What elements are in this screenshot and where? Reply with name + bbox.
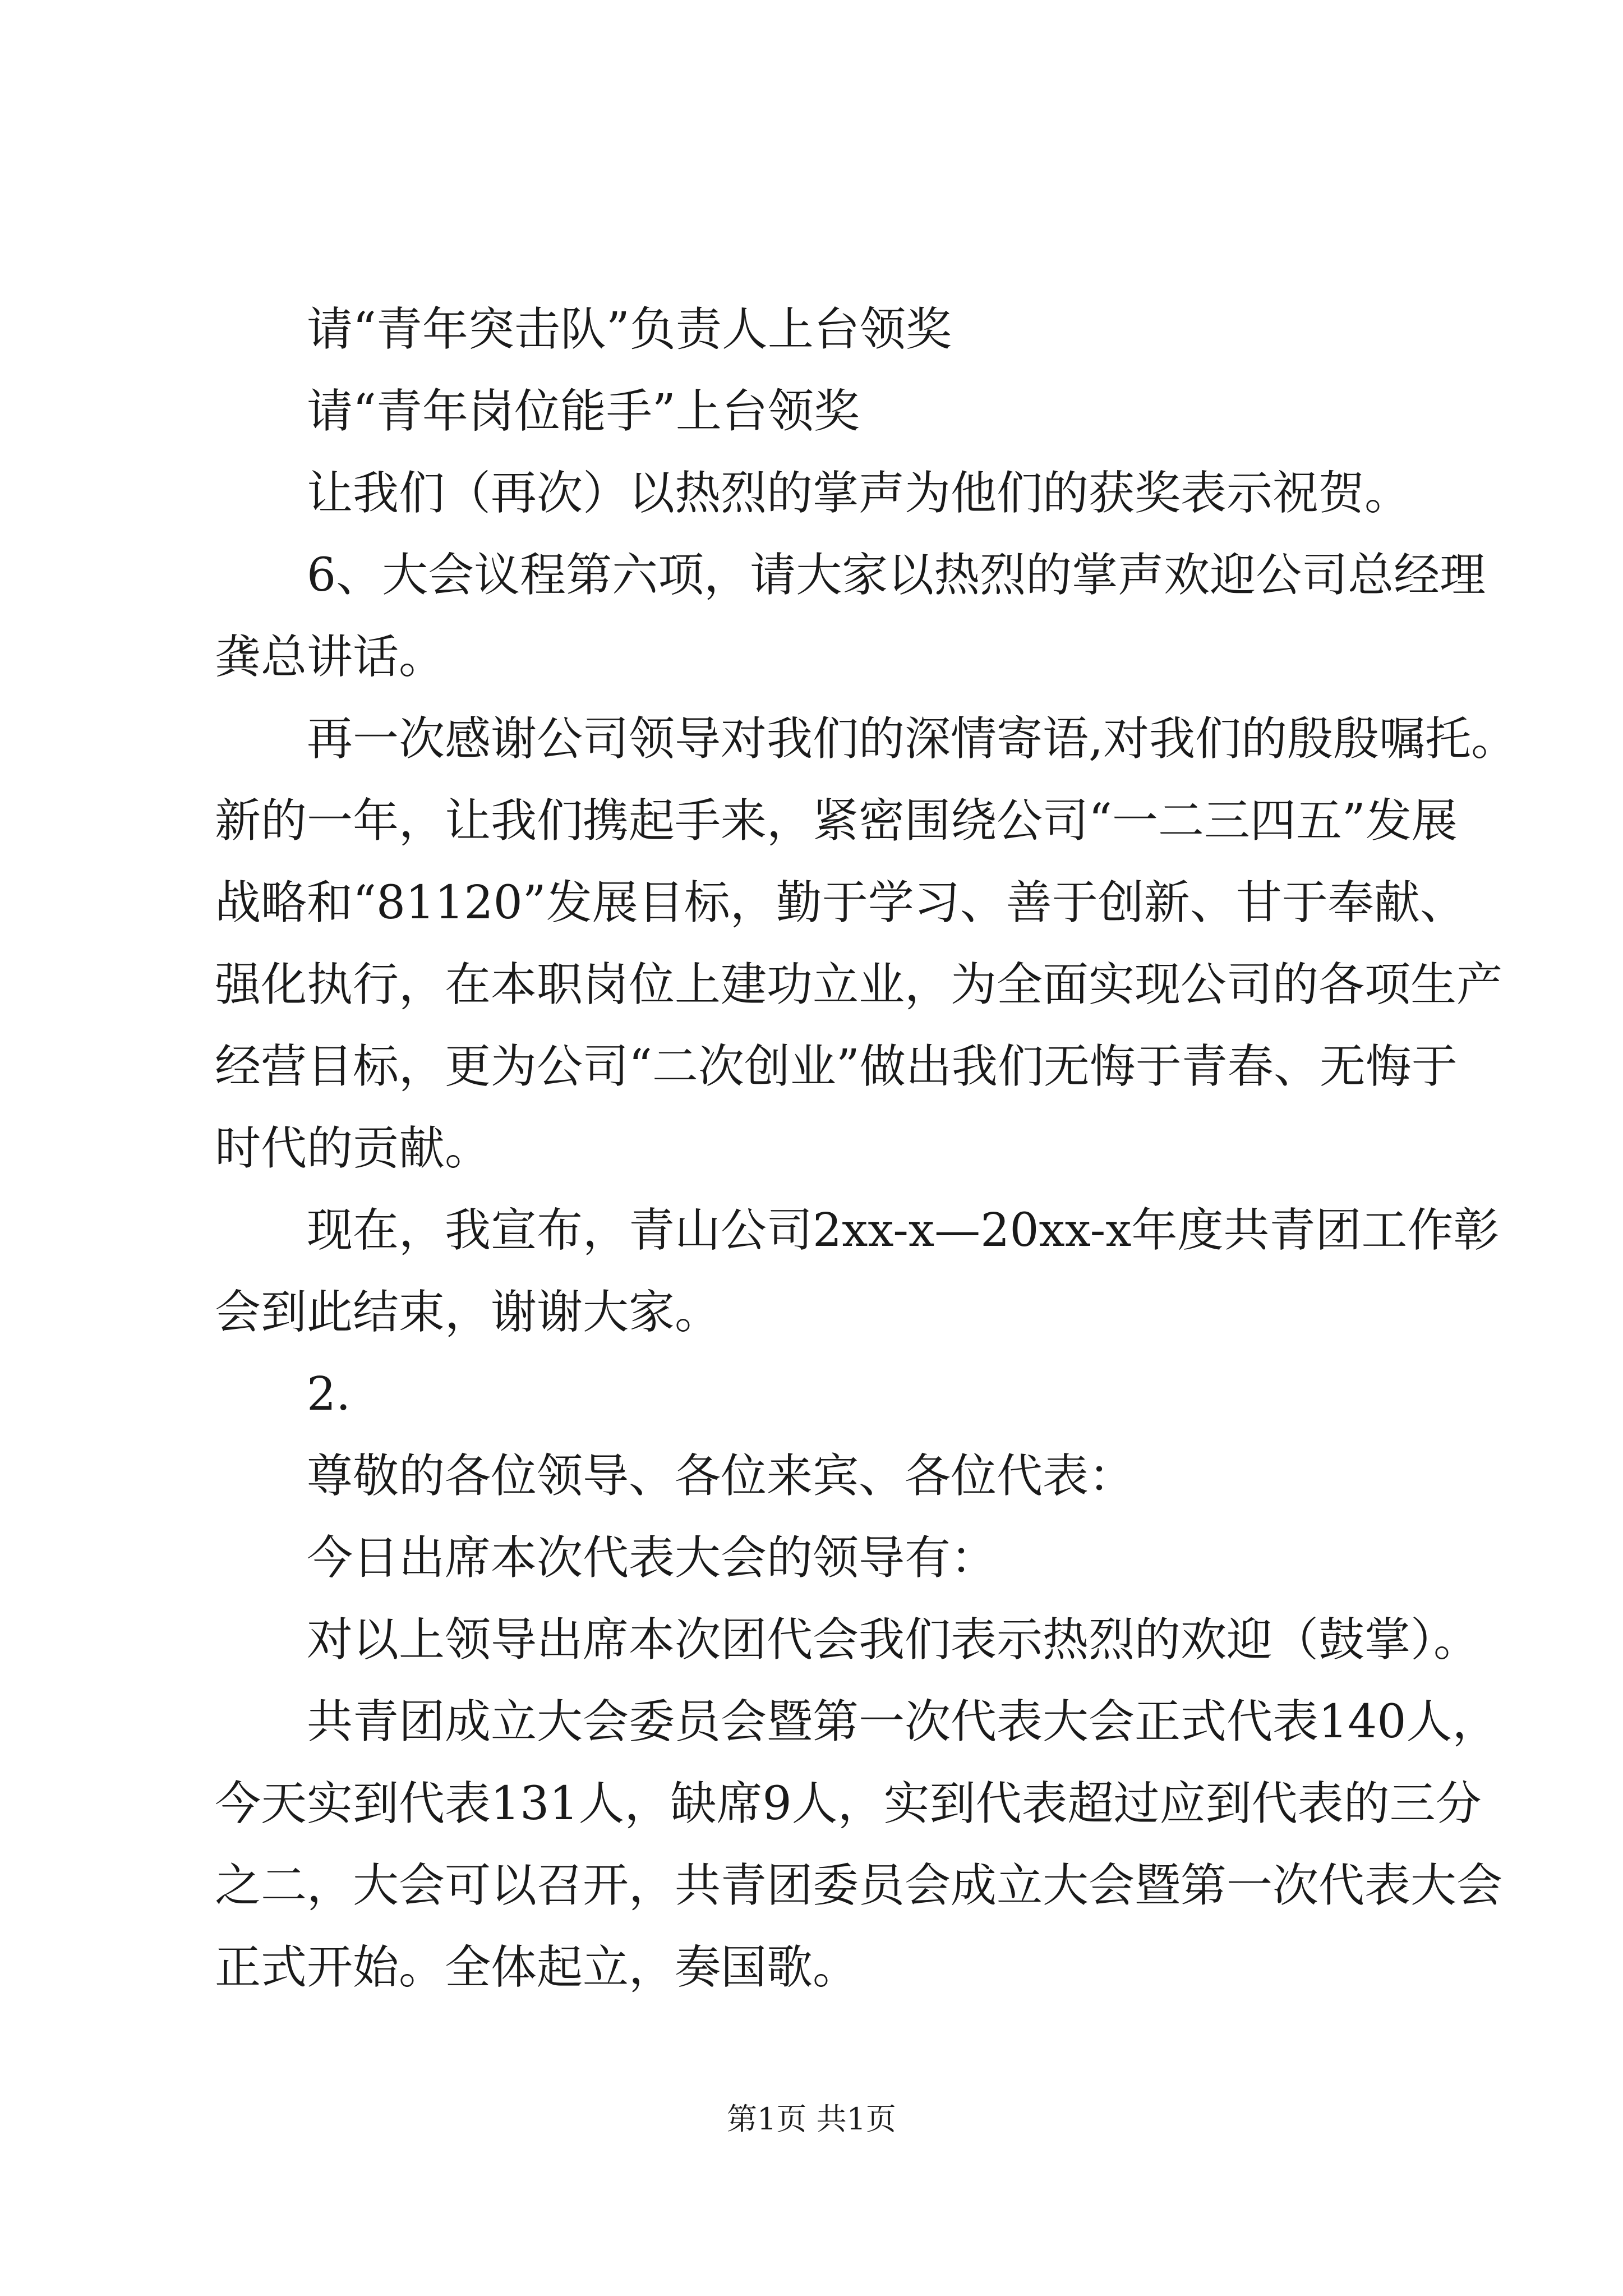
section-number: 2. bbox=[307, 1368, 351, 1421]
paragraph-line: 请“青年突击队”负责人上台领奖 bbox=[307, 303, 952, 356]
paragraph-line: 今天实到代表131人，缺席9人，实到代表超过应到代表的三分 bbox=[215, 1777, 1482, 1830]
paragraph-line: 经营目标，更为公司“二次创业”做出我们无悔于青春、无悔于 bbox=[215, 1040, 1458, 1093]
paragraph-line: 现在，我宣布，青山公司2xx-x—20xx-x年度共青团工作彰 bbox=[307, 1204, 1500, 1257]
salutation-line: 尊敬的各位领导、各位来宾、各位代表： bbox=[307, 1450, 1135, 1503]
paragraph-line: 正式开始。全体起立，奏国歌。 bbox=[215, 1941, 859, 1994]
paragraph-line: 会到此结束，谢谢大家。 bbox=[215, 1286, 721, 1339]
document-body bbox=[215, 289, 1518, 2009]
paragraph-line: 强化执行，在本职岗位上建功立业，为全面实现公司的各项生产 bbox=[215, 958, 1503, 1011]
paragraph-line: 新的一年，让我们携起手来，紧密围绕公司“一二三四五”发展 bbox=[215, 794, 1458, 848]
page-footer bbox=[0, 2097, 1623, 2142]
page-number-label: 第1页 共1页 bbox=[727, 2101, 896, 2137]
paragraph-line: 今日出席本次代表大会的领导有： bbox=[307, 1531, 997, 1585]
paragraph-line: 对以上领导出席本次团代会我们表示热烈的欢迎（鼓掌）。 bbox=[307, 1613, 1480, 1667]
paragraph-line: 之二，大会可以召开，共青团委员会成立大会暨第一次代表大会 bbox=[215, 1859, 1503, 1912]
paragraph-line: 让我们（再次）以热烈的掌声为他们的获奖表示祝贺。 bbox=[307, 467, 1411, 520]
paragraph-line: 共青团成立大会委员会暨第一次代表大会正式代表140人， bbox=[307, 1695, 1498, 1749]
paragraph-line: 请“青年岗位能手”上台领奖 bbox=[307, 385, 860, 438]
paragraph-line: 6、大会议程第六项，请大家以热烈的掌声欢迎公司总经理 bbox=[307, 549, 1486, 602]
paragraph-line: 龚总讲话。 bbox=[215, 631, 445, 684]
paragraph-line: 再一次感谢公司领导对我们的深情寄语,对我们的殷殷嘱托。 bbox=[307, 712, 1518, 766]
paragraph-line: 战略和“81120”发展目标，勤于学习、善于创新、甘于奉献、 bbox=[215, 876, 1466, 930]
paragraph-line: 时代的贡献。 bbox=[215, 1122, 491, 1175]
